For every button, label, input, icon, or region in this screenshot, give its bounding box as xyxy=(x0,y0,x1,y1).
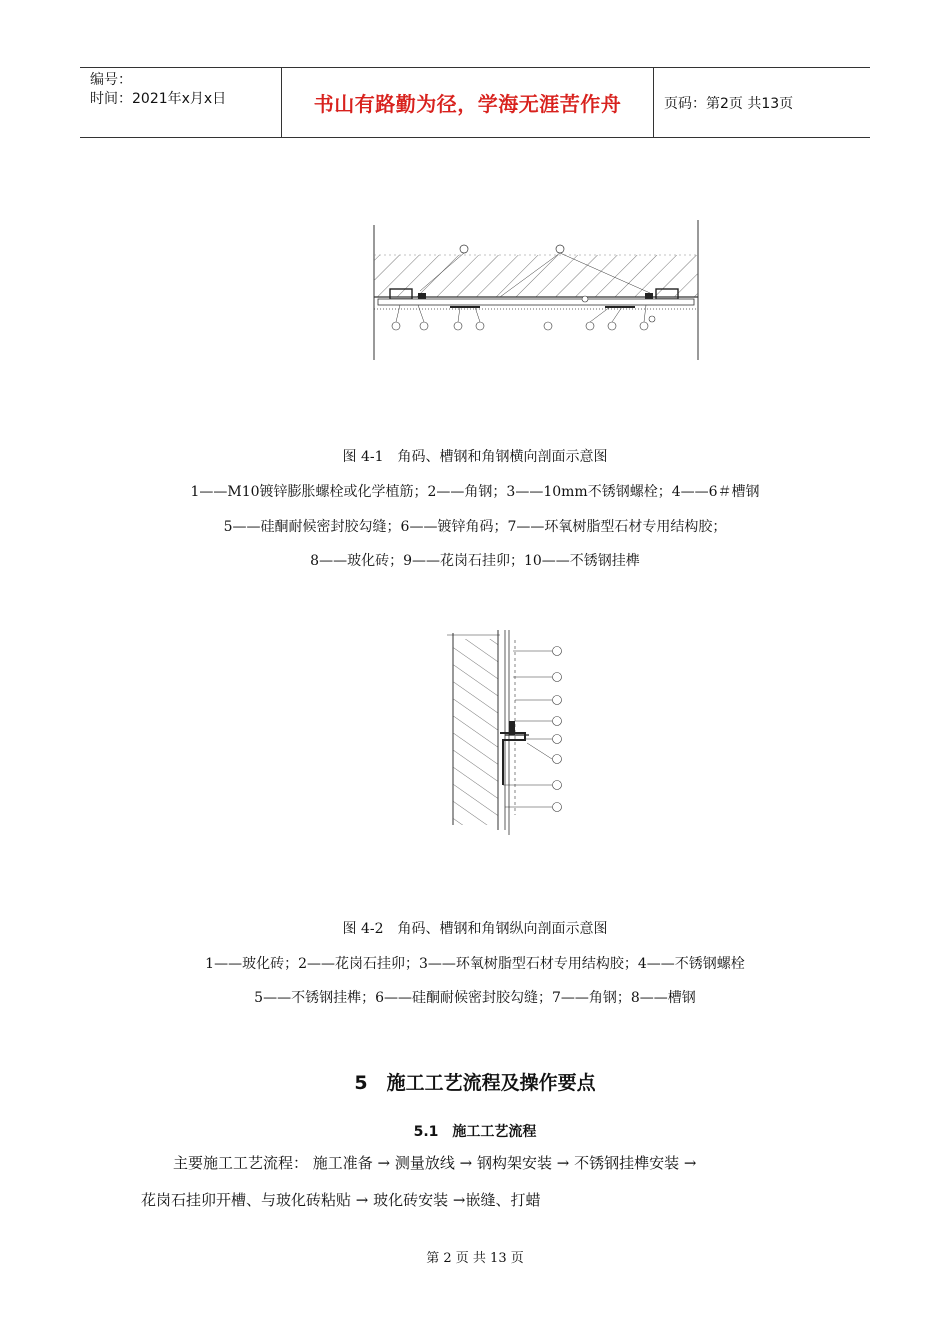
figure-4-1-caption: 图 4-1 角码、槽钢和角钢横向剖面示意图 xyxy=(342,449,608,465)
angle-steel xyxy=(500,733,525,785)
section-5-title: 5 施工工艺流程及操作要点 xyxy=(354,1072,596,1094)
tile-panel xyxy=(378,299,694,305)
page-header xyxy=(80,67,870,138)
header-page-info: 页码：第2页 共13页 xyxy=(664,95,794,112)
figure-4-2-caption: 图 4-2 角码、槽钢和角钢纵向剖面示意图 xyxy=(342,921,608,937)
header-motto: 书山有路勤为径，学海无涯苦作舟 xyxy=(281,68,654,137)
time-label: 时间：2021年x月x日 xyxy=(90,91,227,107)
figure-4-1-legend-line-2: 5——硅酮耐候密封胶勾缝；6——镀锌角码；7——环氧树脂型石材专用结构胶； xyxy=(223,519,727,535)
figure-4-1-legend-line-3: 8——玻化砖；9——花岗石挂卯；10——不锈钢挂榫 xyxy=(310,553,640,569)
figure-4-2-legend-line-1: 1——玻化砖；2——花岗石挂卯；3——环氧树脂型石材专用结构胶；4——不锈钢螺栓 xyxy=(205,956,745,972)
figure-4-1-drawing xyxy=(360,215,710,365)
number-label: 编号： xyxy=(90,72,132,88)
figure-4-2-drawing xyxy=(445,625,585,840)
header-left-cell xyxy=(80,68,281,137)
process-flow-line-1: 主要施工工艺流程： 施工准备 → 测量放线 → 钢构架安装 → 不锈钢挂榫安装 → xyxy=(173,1154,697,1172)
callout-1-top xyxy=(460,245,468,253)
callout-2-top xyxy=(556,245,564,253)
concrete-wall-section xyxy=(453,639,498,825)
figure-4-1-legend-line-1: 1——M10镀锌膨胀螺栓或化学植筋；2——角钢；3——10mm不锈钢螺栓；4——6＃槽钢 xyxy=(190,484,760,500)
section-5-1-title: 5.1 施工工艺流程 xyxy=(413,1124,537,1140)
concrete-wall xyxy=(374,255,698,297)
figure-4-2-callouts xyxy=(553,647,562,812)
figure-4-2-legend-line-2: 5——不锈钢挂榫；6——硅酮耐候密封胶勾缝；7——角钢；8——槽钢 xyxy=(254,990,696,1006)
page-footer: 第 2 页 共 13 页 xyxy=(426,1251,524,1266)
figure-4-1-callouts xyxy=(392,316,655,330)
process-flow-line-2: 花岗石挂卯开槽、与玻化砖粘贴 → 玻化砖安装 →嵌缝、打蜡 xyxy=(141,1191,541,1209)
